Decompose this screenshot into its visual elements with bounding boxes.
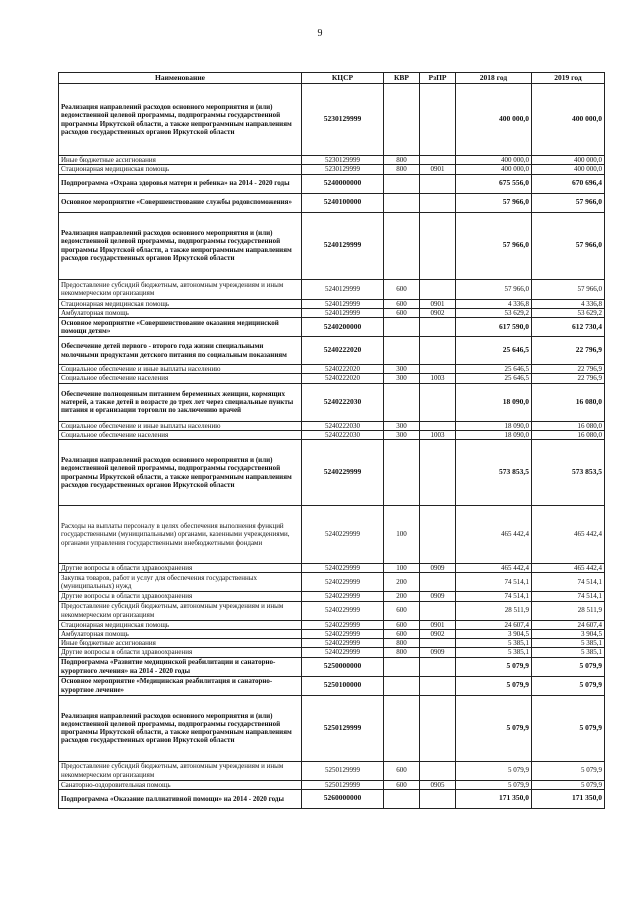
row-2019-value: 57 966,0 — [532, 212, 605, 279]
row-2018-value: 18 090,0 — [456, 421, 532, 430]
row-rzpr-cell — [420, 639, 456, 648]
row-name-cell: Социальное обеспечение и иные выплаты населению — [59, 365, 302, 374]
row-kcsr-cell: 5240129999 — [302, 212, 384, 279]
row-kcsr-cell: 5250000000 — [302, 657, 384, 676]
row-2019-value: 5 385,1 — [532, 648, 605, 657]
row-name-cell: Стационарная медицинская помощь — [59, 165, 302, 174]
row-kcsr-cell: 5240222030 — [302, 383, 384, 421]
row-rzpr-cell — [420, 279, 456, 299]
row-2018-value: 400 000,0 — [456, 165, 532, 174]
row-name-cell: Основное мероприятие «Совершенствование оказания медицинской помощи детям» — [59, 318, 302, 337]
row-2018-value: 675 556,0 — [456, 174, 532, 193]
row-rzpr-cell — [420, 318, 456, 337]
table-row — [59, 648, 605, 657]
row-kvr-cell — [384, 657, 420, 676]
table-row — [59, 789, 605, 808]
header-kcsr: КЦСР — [302, 73, 384, 84]
row-kcsr-cell: 5260000000 — [302, 789, 384, 808]
row-kcsr-cell: 5240222030 — [302, 430, 384, 439]
table-row — [59, 318, 605, 337]
row-kvr-cell: 100 — [384, 506, 420, 564]
row-name-cell: Социальное обеспечение населения — [59, 374, 302, 383]
row-rzpr-cell: 0901 — [420, 165, 456, 174]
row-2019-value: 22 796,9 — [532, 337, 605, 365]
header-year-2019: 2019 год — [532, 73, 605, 84]
row-2019-value: 5 079,9 — [532, 761, 605, 780]
row-kcsr-cell: 5230129999 — [302, 165, 384, 174]
row-2019-value: 612 730,4 — [532, 318, 605, 337]
row-kcsr-cell: 5240229999 — [302, 629, 384, 638]
row-kvr-cell: 600 — [384, 629, 420, 638]
row-kvr-cell — [384, 212, 420, 279]
row-2018-value: 57 966,0 — [456, 212, 532, 279]
table-row — [59, 676, 605, 695]
row-name-cell: Основное мероприятие «Совершенствование службы родовспоможения» — [59, 193, 302, 212]
row-kcsr-cell: 5240229999 — [302, 592, 384, 601]
row-kcsr-cell: 5250129999 — [302, 780, 384, 789]
row-2018-value: 573 853,5 — [456, 440, 532, 506]
row-rzpr-cell: 0902 — [420, 629, 456, 638]
row-2018-value: 74 514,1 — [456, 592, 532, 601]
row-kcsr-cell: 5250100000 — [302, 676, 384, 695]
row-2018-value: 57 966,0 — [456, 279, 532, 299]
row-kvr-cell: 600 — [384, 308, 420, 317]
row-2018-value: 18 090,0 — [456, 383, 532, 421]
row-kvr-cell: 200 — [384, 592, 420, 601]
header-kvr: КВР — [384, 73, 420, 84]
row-2018-value: 465 442,4 — [456, 506, 532, 564]
row-kcsr-cell: 5240229999 — [302, 564, 384, 573]
row-2018-value: 5 079,9 — [456, 657, 532, 676]
row-2019-value: 74 514,1 — [532, 592, 605, 601]
row-2019-value: 5 079,9 — [532, 676, 605, 695]
row-kcsr-cell: 5240200000 — [302, 318, 384, 337]
row-2018-value: 25 646,5 — [456, 365, 532, 374]
row-2018-value: 617 590,0 — [456, 318, 532, 337]
row-kcsr-cell: 5240229999 — [302, 506, 384, 564]
table-row — [59, 573, 605, 592]
row-name-cell: Реализация направлений расходов основного мероприятия и (или) ведомственной целевой программы, подпрограммы государственной программы Иркутской области, а также непрограммным направлениям расходов государственных органов Иркутской области — [59, 695, 302, 761]
header-year-2018: 2018 год — [456, 73, 532, 84]
row-name-cell: Другие вопросы в области здравоохранения — [59, 564, 302, 573]
row-2019-value: 16 080,0 — [532, 430, 605, 439]
row-name-cell: Подпрограмма «Охрана здоровья матери и ребенка» на 2014 - 2020 годы — [59, 174, 302, 193]
row-2019-value: 5 079,9 — [532, 695, 605, 761]
row-rzpr-cell — [420, 365, 456, 374]
row-name-cell: Иные бюджетные ассигнования — [59, 639, 302, 648]
budget-table — [58, 72, 605, 809]
row-2018-value: 18 090,0 — [456, 430, 532, 439]
row-2019-value: 57 966,0 — [532, 279, 605, 299]
row-2018-value: 5 079,9 — [456, 676, 532, 695]
table-row — [59, 564, 605, 573]
row-2018-value: 171 350,0 — [456, 789, 532, 808]
table-row — [59, 337, 605, 365]
row-kvr-cell — [384, 695, 420, 761]
row-2019-value: 74 514,1 — [532, 573, 605, 592]
row-kcsr-cell: 5240229999 — [302, 639, 384, 648]
row-kcsr-cell: 5240222020 — [302, 365, 384, 374]
row-2018-value: 4 336,8 — [456, 299, 532, 308]
row-2019-value: 400 000,0 — [532, 84, 605, 156]
row-rzpr-cell: 0905 — [420, 780, 456, 789]
row-name-cell: Подпрограмма «Оказание паллиативной помощи» на 2014 - 2020 годы — [59, 789, 302, 808]
row-kcsr-cell: 5240129999 — [302, 279, 384, 299]
row-kvr-cell: 800 — [384, 639, 420, 648]
row-kvr-cell: 600 — [384, 601, 420, 620]
table-row — [59, 620, 605, 629]
table-row — [59, 84, 605, 156]
row-2018-value: 57 966,0 — [456, 193, 532, 212]
row-kvr-cell: 800 — [384, 165, 420, 174]
row-2019-value: 24 607,4 — [532, 620, 605, 629]
row-kvr-cell: 200 — [384, 573, 420, 592]
row-kvr-cell: 300 — [384, 421, 420, 430]
table-header-row — [59, 73, 605, 84]
table-row — [59, 165, 605, 174]
row-name-cell: Реализация направлений расходов основного мероприятия и (или) ведомственной целевой программы, подпрограммы государственной программы Иркутской области, а также непрограммным направлениям расходов государственных органов Иркутской области — [59, 440, 302, 506]
row-rzpr-cell — [420, 601, 456, 620]
table-row — [59, 212, 605, 279]
row-2019-value: 16 080,0 — [532, 383, 605, 421]
row-kcsr-cell: 5250129999 — [302, 695, 384, 761]
table-row — [59, 365, 605, 374]
row-rzpr-cell — [420, 174, 456, 193]
row-name-cell: Иные бюджетные ассигнования — [59, 156, 302, 165]
row-kvr-cell: 800 — [384, 648, 420, 657]
row-2018-value: 5 079,9 — [456, 780, 532, 789]
row-kvr-cell — [384, 383, 420, 421]
row-rzpr-cell — [420, 506, 456, 564]
row-rzpr-cell: 0909 — [420, 564, 456, 573]
row-2018-value: 74 514,1 — [456, 573, 532, 592]
row-rzpr-cell: 1003 — [420, 374, 456, 383]
row-2019-value: 171 350,0 — [532, 789, 605, 808]
header-rzpr: РзПР — [420, 73, 456, 84]
row-rzpr-cell — [420, 193, 456, 212]
row-2018-value: 465 442,4 — [456, 564, 532, 573]
row-kcsr-cell: 5240129999 — [302, 308, 384, 317]
table-row — [59, 421, 605, 430]
row-kvr-cell: 600 — [384, 299, 420, 308]
row-kvr-cell: 300 — [384, 374, 420, 383]
row-rzpr-cell — [420, 676, 456, 695]
row-rzpr-cell: 0901 — [420, 620, 456, 629]
table-row — [59, 639, 605, 648]
table-body — [59, 84, 605, 809]
row-kcsr-cell: 5250129999 — [302, 761, 384, 780]
row-kvr-cell: 600 — [384, 620, 420, 629]
row-2019-value: 57 966,0 — [532, 193, 605, 212]
row-kcsr-cell: 5240229999 — [302, 601, 384, 620]
row-name-cell: Стационарная медицинская помощь — [59, 299, 302, 308]
row-2019-value: 16 080,0 — [532, 421, 605, 430]
row-kcsr-cell: 5240129999 — [302, 299, 384, 308]
table-row — [59, 780, 605, 789]
table-row — [59, 761, 605, 780]
row-2018-value: 5 385,1 — [456, 648, 532, 657]
row-name-cell: Реализация направлений расходов основного мероприятия и (или) ведомственной целевой программы, подпрограммы государственной программы Иркутской области, а также непрограммным направлениям расходов государственных органов Иркутской области — [59, 212, 302, 279]
row-kcsr-cell: 5240229999 — [302, 620, 384, 629]
row-rzpr-cell: 0909 — [420, 592, 456, 601]
row-kvr-cell — [384, 174, 420, 193]
row-name-cell: Закупка товаров, работ и услуг для обеспечения государственных (муниципальных) нужд — [59, 573, 302, 592]
row-rzpr-cell — [420, 695, 456, 761]
row-kvr-cell: 300 — [384, 365, 420, 374]
row-2018-value: 5 079,9 — [456, 761, 532, 780]
row-rzpr-cell — [420, 573, 456, 592]
row-name-cell: Санаторно-оздоровительная помощь — [59, 780, 302, 789]
row-2019-value: 3 904,5 — [532, 629, 605, 638]
page-number: 9 — [317, 28, 323, 39]
table-row — [59, 440, 605, 506]
row-name-cell: Стационарная медицинская помощь — [59, 620, 302, 629]
table-row — [59, 299, 605, 308]
row-2018-value: 25 646,5 — [456, 337, 532, 365]
row-2019-value: 400 000,0 — [532, 156, 605, 165]
row-2019-value: 400 000,0 — [532, 165, 605, 174]
row-kvr-cell — [384, 440, 420, 506]
row-kvr-cell — [384, 676, 420, 695]
table-row — [59, 383, 605, 421]
table-row — [59, 695, 605, 761]
row-kvr-cell — [384, 789, 420, 808]
row-rzpr-cell: 0902 — [420, 308, 456, 317]
row-kcsr-cell: 5240229999 — [302, 648, 384, 657]
row-rzpr-cell — [420, 789, 456, 808]
row-name-cell: Обеспечение полноценным питанием беременных женщин, кормящих матерей, а также детей в возрасте до трех лет через специальные пункты питания и организации торговли по заключению врачей — [59, 383, 302, 421]
row-name-cell: Социальное обеспечение и иные выплаты населению — [59, 421, 302, 430]
row-rzpr-cell — [420, 156, 456, 165]
row-rzpr-cell — [420, 421, 456, 430]
table-row — [59, 193, 605, 212]
row-name-cell: Предоставление субсидий бюджетным, автономным учреждениям и иным некоммерческим организациям — [59, 601, 302, 620]
row-rzpr-cell: 0901 — [420, 299, 456, 308]
row-2019-value: 28 511,9 — [532, 601, 605, 620]
row-kcsr-cell: 5240222030 — [302, 421, 384, 430]
row-rzpr-cell — [420, 212, 456, 279]
row-kvr-cell — [384, 337, 420, 365]
row-rzpr-cell — [420, 761, 456, 780]
row-kcsr-cell: 5240100000 — [302, 193, 384, 212]
header-name: Наименование — [59, 73, 302, 84]
row-2019-value: 5 079,9 — [532, 657, 605, 676]
row-2018-value: 25 646,5 — [456, 374, 532, 383]
row-name-cell: Другие вопросы в области здравоохранения — [59, 648, 302, 657]
row-kvr-cell: 600 — [384, 279, 420, 299]
table-row — [59, 279, 605, 299]
row-2019-value: 465 442,4 — [532, 506, 605, 564]
row-kvr-cell: 600 — [384, 761, 420, 780]
row-kvr-cell: 300 — [384, 430, 420, 439]
table-row — [59, 629, 605, 638]
row-name-cell: Обеспечение детей первого - второго года жизни специальными молочными продуктами детского питания по социальным показаниям — [59, 337, 302, 365]
row-2018-value: 5 385,1 — [456, 639, 532, 648]
row-kvr-cell: 100 — [384, 564, 420, 573]
table-row — [59, 156, 605, 165]
row-2018-value: 400 000,0 — [456, 156, 532, 165]
table-row — [59, 506, 605, 564]
table-row — [59, 592, 605, 601]
row-name-cell: Амбулаторная помощь — [59, 308, 302, 317]
row-name-cell: Амбулаторная помощь — [59, 629, 302, 638]
row-rzpr-cell — [420, 657, 456, 676]
row-name-cell: Подпрограмма «Развитие медицинской реабилитации и санаторно-курортного лечения» на 2014 - 2020 годы — [59, 657, 302, 676]
row-rzpr-cell: 1003 — [420, 430, 456, 439]
row-kcsr-cell: 5240222020 — [302, 337, 384, 365]
row-name-cell: Социальное обеспечение населения — [59, 430, 302, 439]
row-2019-value: 670 696,4 — [532, 174, 605, 193]
row-2019-value: 4 336,8 — [532, 299, 605, 308]
row-kvr-cell — [384, 84, 420, 156]
row-rzpr-cell: 0909 — [420, 648, 456, 657]
table-row — [59, 430, 605, 439]
row-kvr-cell — [384, 318, 420, 337]
row-2019-value: 22 796,9 — [532, 374, 605, 383]
row-2019-value: 465 442,4 — [532, 564, 605, 573]
row-kvr-cell: 600 — [384, 780, 420, 789]
row-rzpr-cell — [420, 440, 456, 506]
row-2018-value: 28 511,9 — [456, 601, 532, 620]
row-rzpr-cell — [420, 337, 456, 365]
row-rzpr-cell — [420, 383, 456, 421]
row-name-cell: Реализация направлений расходов основного мероприятия и (или) ведомственной целевой программы, подпрограммы государственной программы Иркутской области, а также непрограммным направлениям расходов государственных органов Иркутской области — [59, 84, 302, 156]
row-name-cell: Основное мероприятие «Медицинская реабилитация и санаторно-курортное лечение» — [59, 676, 302, 695]
row-name-cell: Предоставление субсидий бюджетным, автономным учреждениям и иным некоммерческим организациям — [59, 761, 302, 780]
row-2019-value: 5 079,9 — [532, 780, 605, 789]
row-2018-value: 5 079,9 — [456, 695, 532, 761]
row-kcsr-cell: 5240229999 — [302, 573, 384, 592]
row-kcsr-cell: 5240229999 — [302, 440, 384, 506]
row-2019-value: 5 385,1 — [532, 639, 605, 648]
table-row — [59, 308, 605, 317]
row-kvr-cell — [384, 193, 420, 212]
row-2019-value: 573 853,5 — [532, 440, 605, 506]
row-2019-value: 22 796,9 — [532, 365, 605, 374]
table-row — [59, 174, 605, 193]
row-kcsr-cell: 5230129999 — [302, 84, 384, 156]
row-kvr-cell: 800 — [384, 156, 420, 165]
row-kcsr-cell: 5240000000 — [302, 174, 384, 193]
table-row — [59, 657, 605, 676]
row-name-cell: Расходы на выплаты персоналу в целях обеспечения выполнения функций государственными (муниципальными) органами, казенными учреждениями, органами управления государственными внебюджетными фондами — [59, 506, 302, 564]
row-2019-value: 53 629,2 — [532, 308, 605, 317]
row-2018-value: 24 607,4 — [456, 620, 532, 629]
row-rzpr-cell — [420, 84, 456, 156]
row-2018-value: 53 629,2 — [456, 308, 532, 317]
table-row — [59, 601, 605, 620]
table-row — [59, 374, 605, 383]
row-name-cell: Другие вопросы в области здравоохранения — [59, 592, 302, 601]
row-2018-value: 3 904,5 — [456, 629, 532, 638]
row-kcsr-cell: 5230129999 — [302, 156, 384, 165]
row-name-cell: Предоставление субсидий бюджетным, автономным учреждениям и иным некоммерческим организациям — [59, 279, 302, 299]
row-2018-value: 400 000,0 — [456, 84, 532, 156]
row-kcsr-cell: 5240222020 — [302, 374, 384, 383]
